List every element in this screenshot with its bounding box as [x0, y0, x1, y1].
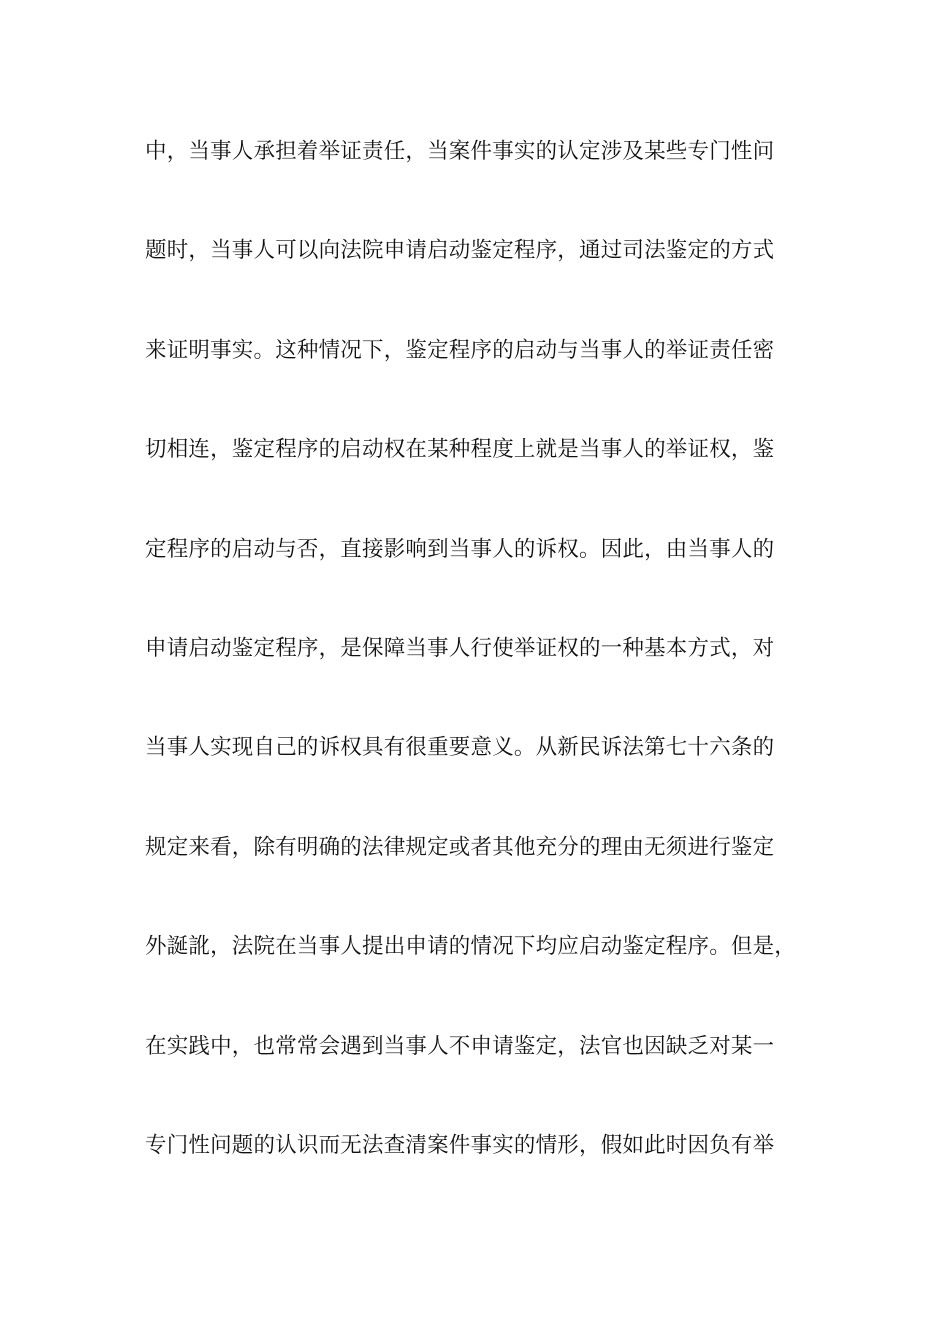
text-line: 申请启动鉴定程序，是保障当事人行使举证权的一种基本方式，对 [145, 635, 775, 661]
text-line: 题时，当事人可以向法院申请启动鉴定程序，通过司法鉴定的方式 [145, 238, 775, 264]
text-line: 专门性问题的认识而无法查清案件事实的情形，假如此时因负有举 [145, 1132, 775, 1158]
text-line: 在实践中，也常常会遇到当事人不申请鉴定，法官也因缺乏对某一 [145, 1033, 775, 1059]
text-line: 切相连，鉴定程序的启动权在某种程度上就是当事人的举证权，鉴 [145, 437, 775, 463]
text-line: 定程序的启动与否，直接影响到当事人的诉权。因此，由当事人的 [145, 536, 775, 562]
text-line: 中，当事人承担着举证责任，当案件事实的认定涉及某些专门性问 [145, 139, 775, 164]
text-line: 当事人实现自己的诉权具有很重要意义。从新民诉法第七十六条的 [145, 735, 775, 761]
body-text [145, 134, 825, 1227]
text-line: 外誕訛，法院在当事人提出申请的情况下均应启动鉴定程序。但是， [145, 934, 797, 960]
text-line: 来证明事实。这种情况下，鉴定程序的启动与当事人的举证责任密 [145, 337, 775, 363]
text-line: 规定来看，除有明确的法律规定或者其他充分的理由无须进行鉴定 [145, 834, 775, 860]
